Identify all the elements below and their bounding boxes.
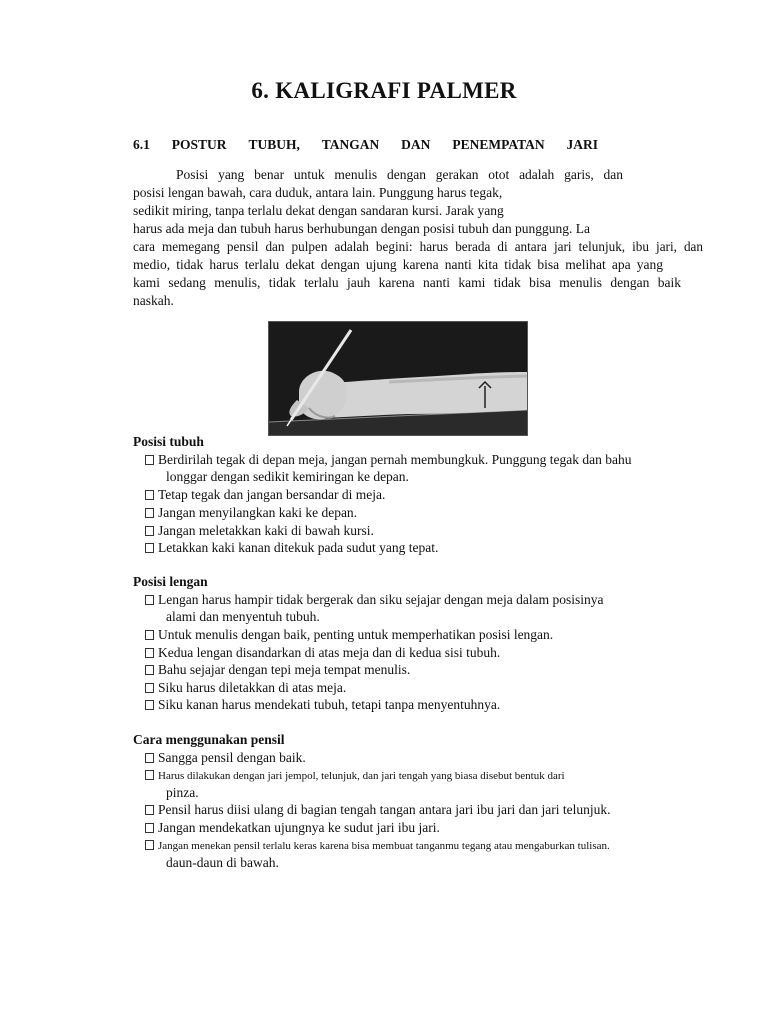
list-item (145, 487, 385, 503)
intro-line: cara memegang pensil dan pulpen adalah begini: harus berada di antara jari telunjuk, ibu jari, dan (133, 239, 703, 254)
intro-line: kami sedang menulis, tidak terlalu jauh karena nanti kami tidak bisa menulis dengan baik (133, 275, 681, 290)
checkbox-bullet-icon (145, 455, 154, 465)
checkbox-bullet-icon (145, 805, 154, 815)
list-item (145, 768, 565, 784)
list-item (145, 592, 603, 608)
list-item-text: Bahu sejajar dengan tepi meja tempat menulis. (158, 662, 411, 677)
list-item-text: Jangan menekan pensil terlalu keras karena bisa membuat tanganmu tegang atau mengaburkan tulisan. (158, 840, 610, 852)
checkbox-bullet-icon (145, 683, 154, 693)
intro-line: medio, tidak harus terlalu dekat dengan ujung karena nanti kita tidak bisa melihat apa yang (133, 257, 663, 272)
list-item-continuation: pinza. (166, 785, 199, 800)
checkbox-bullet-icon (145, 665, 154, 675)
list-item-text: Pensil harus diisi ulang di bagian tengah tangan antara jari ibu jari dan jari telunjuk. (158, 802, 611, 817)
checkbox-bullet-icon (145, 595, 154, 605)
list-item-text: Siku kanan harus mendekati tubuh, tetapi tanpa menyentuhnya. (158, 697, 501, 712)
section-number: 6.1 (133, 137, 150, 152)
checkbox-bullet-icon (145, 840, 154, 850)
checkbox-bullet-icon (145, 526, 154, 536)
checkbox-bullet-icon (145, 823, 154, 833)
list-item-text: Siku harus diletakkan di atas meja. (158, 680, 347, 695)
section-word: TANGAN (321, 137, 380, 152)
list-item-continuation: alami dan menyentuh tubuh. (166, 609, 320, 624)
list-item (145, 540, 438, 556)
checkbox-bullet-icon (145, 630, 154, 640)
list-item-continuation: daun-daun di bawah. (166, 855, 279, 870)
checkbox-bullet-icon (145, 543, 154, 553)
checkbox-bullet-icon (145, 700, 154, 710)
posisi-lengan-heading: Posisi lengan (133, 574, 208, 589)
intro-line: posisi lengan bawah, cara duduk, antara lain. Punggung harus tegak, (133, 185, 503, 200)
section-word: TUBUH, (248, 137, 300, 152)
list-item-text: Jangan mendekatkan ujungnya ke sudut jari ibu jari. (158, 820, 440, 835)
checkbox-bullet-icon (145, 770, 154, 780)
list-item (145, 523, 374, 539)
intro-line: naskah. (133, 293, 174, 308)
list-item-text: Lengan harus hampir tidak bergerak dan siku sejajar dengan meja dalam posisinya (158, 592, 604, 607)
section-heading (133, 137, 598, 153)
section-word: PENEMPATAN (452, 137, 545, 152)
hand-writing-photo (268, 321, 528, 436)
hand-writing-illustration (269, 322, 527, 435)
list-item-text: Untuk menulis dengan baik, penting untuk memperhatikan posisi lengan. (158, 627, 554, 642)
list-item (145, 645, 500, 661)
intro-line: sedikit miring, tanpa terlalu dekat dengan sandaran kursi. Jarak yang (133, 203, 504, 218)
intro-line: harus ada meja dan tubuh harus berhubungan dengan posisi tubuh dan punggung. La (133, 221, 591, 236)
list-item-text: Harus dilakukan dengan jari jempol, telunjuk, dan jari tengah yang biasa disebut bentuk dari (158, 770, 565, 782)
section-word: DAN (401, 137, 431, 152)
list-item-text: Kedua lengan disandarkan di atas meja dan di kedua sisi tubuh. (158, 645, 501, 660)
section-word: JARI (566, 137, 598, 152)
list-item (145, 697, 500, 713)
list-item (145, 662, 410, 678)
list-item (145, 838, 610, 854)
checkbox-bullet-icon (145, 648, 154, 658)
list-item (145, 680, 346, 696)
list-item-continuation: longgar dengan sedikit kemiringan ke depan. (166, 469, 409, 484)
posisi-tubuh-heading: Posisi tubuh (133, 434, 204, 449)
list-item-text: Sangga pensil dengan baik. (158, 750, 306, 765)
list-item (145, 627, 553, 643)
checkbox-bullet-icon (145, 490, 154, 500)
checkbox-bullet-icon (145, 753, 154, 763)
list-item-text: Jangan meletakkan kaki di bawah kursi. (158, 523, 374, 538)
list-item (145, 505, 357, 521)
list-item-text: Berdirilah tegak di depan meja, jangan pernah membungkuk. Punggung tegak dan bahu (158, 452, 632, 467)
list-item (145, 802, 611, 818)
checkbox-bullet-icon (145, 508, 154, 518)
pensil-heading: Cara menggunakan pensil (133, 732, 285, 747)
list-item-text: Letakkan kaki kanan ditekuk pada sudut yang tepat. (158, 540, 439, 555)
list-item-text: Tetap tegak dan jangan bersandar di meja. (158, 487, 386, 502)
list-item-text: Jangan menyilangkan kaki ke depan. (158, 505, 358, 520)
list-item (145, 820, 440, 836)
list-item (145, 750, 306, 766)
list-item (145, 452, 632, 468)
page-title: 6. KALIGRAFI PALMER (251, 78, 517, 103)
intro-line: Posisi yang benar untuk menulis dengan gerakan otot adalah garis, dan (176, 167, 623, 182)
section-word: POSTUR (171, 137, 227, 152)
